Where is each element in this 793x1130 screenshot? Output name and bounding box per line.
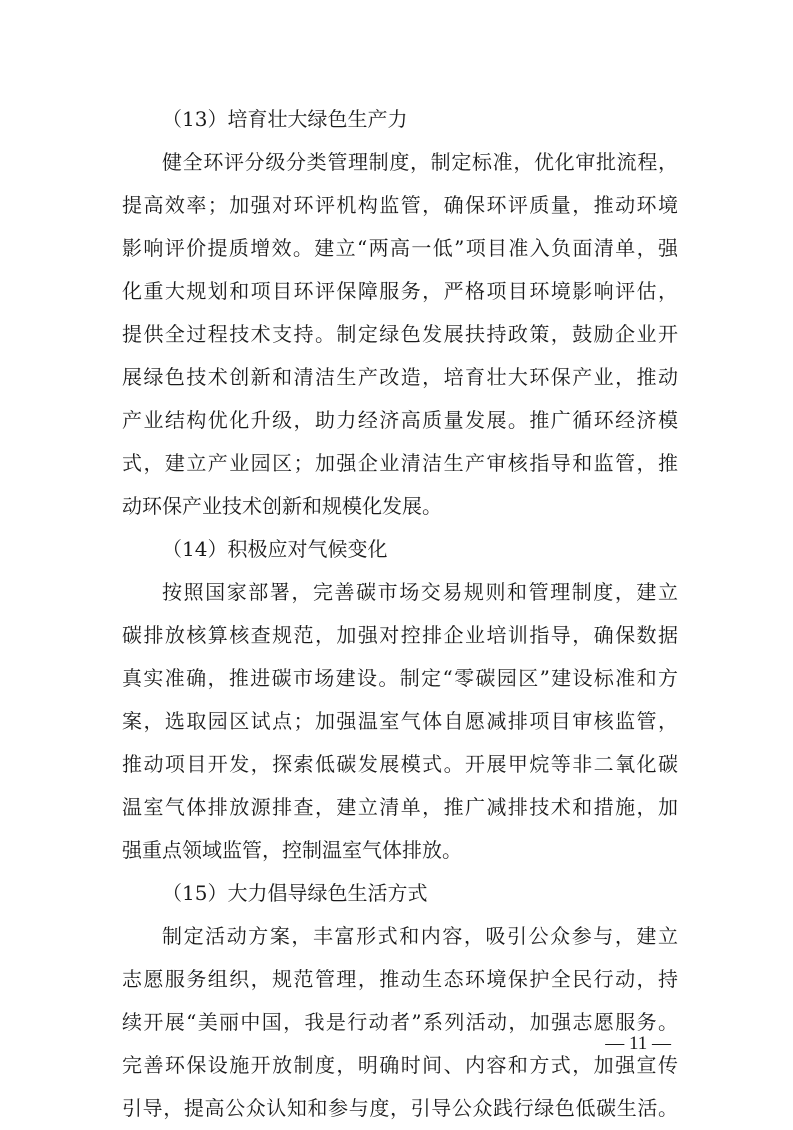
paragraph-line: 影响评价提质增效。建立“两高一低”项目准入负面清单，强 <box>122 236 678 260</box>
paragraph-line: 动环保产业技术创新和规模化发展。 <box>122 494 442 518</box>
paragraph-line: 推动项目开发，探索低碳发展模式。开展甲烷等非二氧化碳 <box>122 752 678 776</box>
section-heading-14: （14）积极应对气候变化 <box>162 537 388 561</box>
paragraph-line: 产业结构优化升级，助力经济高质量发展。推广循环经济模 <box>122 408 678 432</box>
paragraph-line: 引导，提高公众认知和参与度，引导公众践行绿色低碳生活。 <box>122 1096 678 1120</box>
paragraph-line: 制定活动方案，丰富形式和内容，吸引公众参与，建立 <box>162 924 678 948</box>
paragraph-line: 碳排放核算核查规范，加强对控排企业培训指导，确保数据 <box>122 623 678 647</box>
document-body <box>122 98 678 1130</box>
paragraph-line: 提高效率；加强对环评机构监管，确保环评质量，推动环境 <box>122 193 678 217</box>
paragraph-line: 温室气体排放源排查，建立清单，推广减排技术和措施，加 <box>122 795 678 819</box>
section-heading-13: （13）培育壮大绿色生产力 <box>162 107 408 131</box>
paragraph-line: 真实准确，推进碳市场建设。制定“零碳园区”建设标准和方 <box>122 666 678 690</box>
paragraph-line: 续开展“美丽中国，我是行动者”系列活动，加强志愿服务。 <box>122 1010 678 1034</box>
paragraph-line: 强重点领域监管，控制温室气体排放。 <box>122 838 462 862</box>
section-heading-15: （15）大力倡导绿色生活方式 <box>162 881 428 905</box>
paragraph-line: 健全环评分级分类管理制度，制定标准，优化审批流程， <box>162 150 678 174</box>
paragraph-line: 完善环保设施开放制度，明确时间、内容和方式，加强宣传 <box>122 1053 678 1077</box>
paragraph-line: 提供全过程技术支持。制定绿色发展扶持政策，鼓励企业开 <box>122 322 678 346</box>
page-number: — 11 — <box>605 1033 671 1054</box>
paragraph-line: 展绿色技术创新和清洁生产改造，培育壮大环保产业，推动 <box>122 365 678 389</box>
paragraph-line: 式，建立产业园区；加强企业清洁生产审核指导和监管，推 <box>122 451 678 475</box>
paragraph-line: 化重大规划和项目环评保障服务，严格项目环境影响评估， <box>122 279 678 303</box>
paragraph-line: 志愿服务组织，规范管理，推动生态环境保护全民行动，持 <box>122 967 678 991</box>
paragraph-line: 案，选取园区试点；加强温室气体自愿减排项目审核监管， <box>122 709 678 733</box>
paragraph-line: 按照国家部署，完善碳市场交易规则和管理制度，建立 <box>162 580 678 604</box>
